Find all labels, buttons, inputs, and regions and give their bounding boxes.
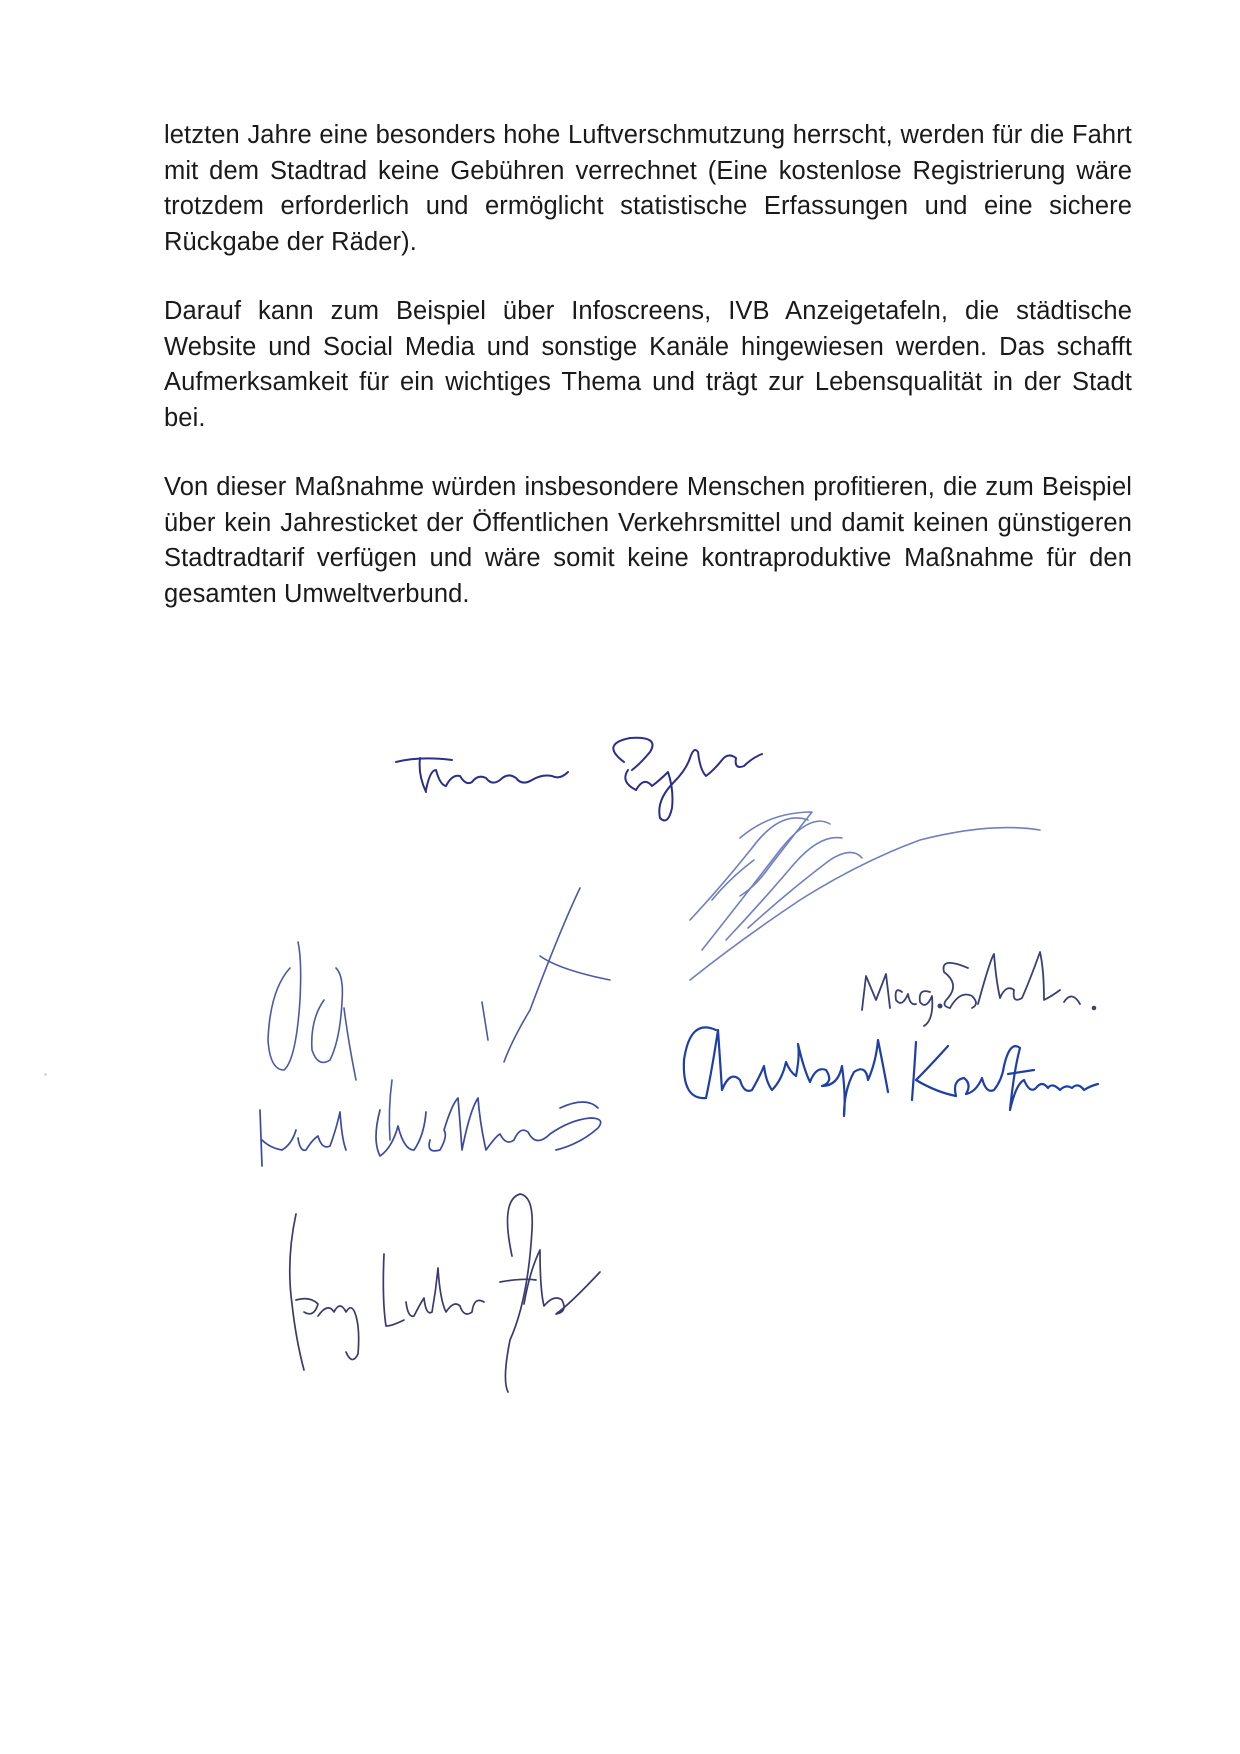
paragraph-1: letzten Jahre eine besonders hohe Luftverschmutzung herrscht, werden für die Fahrt mit dem Stadtrad keine Gebühren verrechnet (Eine kostenlose Registrierung wäre trotzdem erforderlich und ermöglicht statistische Erfassungen und eine sichere Rückgabe der Räder).: [164, 121, 1132, 256]
signature-large-initials: [268, 888, 610, 1140]
letter-body: [164, 118, 1132, 646]
signature-christoph-kaufmann: [684, 1027, 1098, 1116]
signature-hatched-scribble: [690, 812, 1040, 980]
signature-theresa-ringler: [396, 738, 762, 821]
scan-speck: [44, 1073, 47, 1076]
signature-georg-lukas-flor: [290, 1194, 600, 1392]
signature-kurt-wallasch: [260, 1098, 601, 1166]
paragraph-2: Darauf kann zum Beispiel über Infoscreens, IVB Anzeigetafeln, die städtische Website und Social Media und sonstige Kanäle hingewiesen werden. Das schafft Aufmerksamkeit für ein wichtiges Thema und trägt zur Lebensqualität in der Stadt bei.: [164, 297, 1132, 432]
paragraph-3: Von dieser Maßnahme würden insbesondere Menschen profitieren, die zum Beispiel über kein Jahresticket der Öffentlichen Verkehrsmittel und damit keinen günstigeren Stadtradtarif verfügen und wäre somit keine kontraproduktive Maßnahme für den gesamten Umweltverbund.: [164, 473, 1132, 608]
signature-mag-schul: [862, 952, 1095, 1026]
